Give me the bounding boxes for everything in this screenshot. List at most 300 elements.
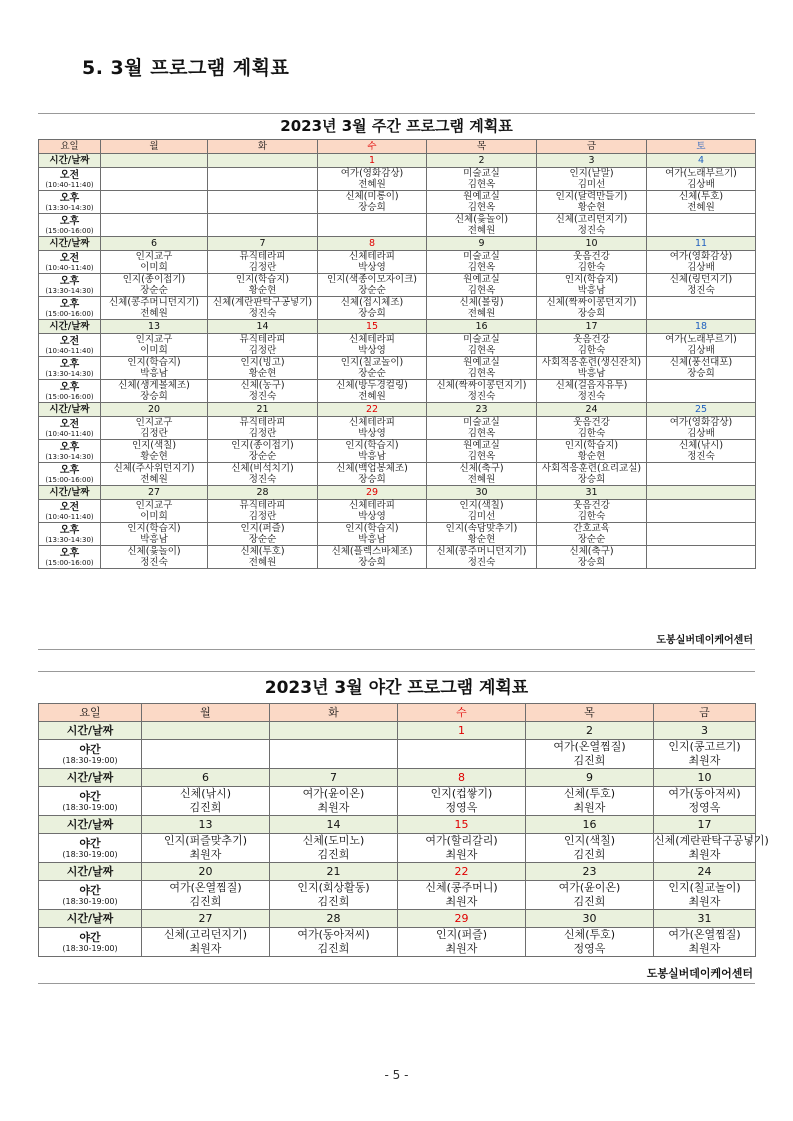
program-cell (647, 500, 756, 523)
date-cell: 27 (101, 486, 208, 500)
program-staff: 김한숙 (577, 262, 606, 273)
program-cell (101, 297, 208, 320)
program-staff: 황순현 (577, 451, 606, 462)
program-name: 신체(농구) (240, 380, 285, 391)
date-cell: 15 (398, 816, 526, 834)
date-cell: 27 (142, 910, 270, 928)
program-name: 뮤직테라피 (239, 417, 286, 428)
program-staff: 최원자 (317, 801, 350, 814)
date-cell: 30 (526, 910, 654, 928)
program-cell (654, 928, 756, 957)
program-name: 신체(짝짜이콩던지기) (436, 380, 527, 391)
program-staff: 정진숙 (467, 391, 496, 402)
program-name: 인지(학습지) (127, 523, 181, 534)
program-name: 신체(방두경컬링) (336, 380, 408, 391)
program-cell (270, 928, 398, 957)
evening-schedule-table (38, 703, 769, 957)
date-row (39, 722, 756, 740)
slot-label (39, 546, 101, 569)
program-staff: 정진숙 (687, 285, 715, 296)
program-staff: 김한숙 (577, 511, 606, 522)
slot-time: (10:40-11:40) (45, 512, 94, 521)
date-cell: 8 (398, 769, 526, 787)
weekday-header: 토 (647, 140, 756, 154)
program-staff: 김현옥 (467, 262, 496, 273)
program-cell (208, 380, 318, 403)
program-cell (398, 881, 526, 910)
slot-name: 오후 (59, 464, 80, 476)
program-cell (318, 251, 427, 274)
program-name: 신체(도미노) (302, 834, 365, 847)
program-name: 인지(학습지) (127, 357, 181, 368)
program-name: 신체(주사위던지기) (113, 463, 195, 474)
program-name: 웃음건강 (573, 500, 610, 511)
program-cell (318, 546, 427, 569)
program-staff: 정영옥 (445, 801, 478, 814)
program-cell (427, 417, 537, 440)
program-staff: 장순순 (358, 285, 386, 296)
program-name: 신체(윷놀이) (454, 214, 509, 225)
center-name: 도봉실버데이케어센터 (646, 967, 753, 980)
slot-row (39, 417, 756, 440)
date-cell: 30 (427, 486, 537, 500)
program-cell (427, 297, 537, 320)
slot-name: 오후 (59, 441, 80, 453)
program-cell (537, 168, 647, 191)
program-cell (537, 357, 647, 380)
program-name: 뮤직테라피 (239, 500, 286, 511)
program-name: 신체테라피 (349, 417, 395, 428)
program-staff: 박상영 (358, 345, 386, 356)
slot-row (39, 834, 756, 863)
slot-label (39, 380, 101, 403)
slot-time: (15:00-16:00) (45, 558, 94, 567)
program-staff: 김현옥 (467, 285, 496, 296)
slot-name: 야간 (79, 837, 101, 850)
program-cell (647, 334, 756, 357)
date-cell (142, 722, 270, 740)
program-name: 신체(고리던지기) (555, 214, 628, 225)
program-cell (101, 274, 208, 297)
program-staff: 정진숙 (687, 451, 715, 462)
program-staff: 장승희 (358, 557, 386, 568)
slot-time: (18:30-19:00) (62, 756, 118, 765)
program-cell (270, 834, 398, 863)
program-name: 여가(윤이온) (302, 787, 365, 800)
program-staff: 장순순 (248, 451, 277, 462)
program-cell (208, 546, 318, 569)
program-staff: 장승희 (358, 202, 386, 213)
program-name: 여가(할리갈리) (425, 834, 498, 847)
program-name: 신체(볼링) (459, 297, 504, 308)
slot-label (39, 787, 142, 816)
date-row (39, 816, 756, 834)
program-cell (101, 334, 208, 357)
program-name: 신체(걸음자유투) (555, 380, 628, 391)
program-staff: 황순현 (140, 451, 168, 462)
program-staff: 김상배 (687, 262, 715, 273)
slot-label (39, 297, 101, 320)
program-name: 웃음건강 (573, 417, 610, 428)
program-cell (537, 214, 647, 237)
program-cell (427, 500, 537, 523)
program-cell (537, 417, 647, 440)
date-cell: 3 (654, 722, 756, 740)
program-name: 신체(투호) (563, 928, 616, 941)
program-cell (427, 523, 537, 546)
slot-name: 오후 (59, 358, 80, 370)
program-cell (427, 274, 537, 297)
program-cell (318, 214, 427, 237)
program-name: 여가(윤이온) (558, 881, 621, 894)
program-cell (318, 357, 427, 380)
date-cell: 31 (537, 486, 647, 500)
slot-time: (15:00-16:00) (45, 475, 94, 484)
weekday-header: 화 (208, 140, 318, 154)
program-cell (208, 500, 318, 523)
date-cell: 17 (537, 320, 647, 334)
program-name: 원예교실 (463, 440, 500, 451)
date-cell: 8 (318, 237, 427, 251)
program-name: 여가(온열찜질) (169, 881, 242, 894)
program-staff: 김진희 (317, 895, 350, 908)
date-cell: 21 (208, 403, 318, 417)
program-cell (647, 274, 756, 297)
slot-name: 야간 (79, 743, 101, 756)
program-cell (537, 334, 647, 357)
program-name: 인지(칠교놀이) (340, 357, 404, 368)
program-staff: 정진숙 (577, 391, 606, 402)
program-cell (142, 787, 270, 816)
slot-label (39, 928, 142, 957)
program-name: 신체(풍선대포) (669, 357, 733, 368)
program-staff: 박상영 (358, 262, 386, 273)
date-row (39, 237, 756, 251)
program-name: 인지(색칠) (131, 440, 177, 451)
slot-label (39, 274, 101, 297)
program-staff: 김정란 (248, 345, 277, 356)
date-cell (101, 154, 208, 168)
program-cell (101, 523, 208, 546)
date-label: 시간/날짜 (39, 816, 142, 834)
date-row (39, 769, 756, 787)
program-staff: 김현옥 (467, 345, 496, 356)
date-row (39, 154, 756, 168)
program-cell (318, 500, 427, 523)
slot-row (39, 214, 756, 237)
program-cell (537, 440, 647, 463)
program-staff: 최원자 (445, 895, 478, 908)
program-name: 인지교구 (135, 334, 173, 345)
date-label: 시간/날짜 (39, 403, 101, 417)
program-staff: 전혜원 (467, 474, 496, 485)
program-name: 신체(접시체조) (340, 297, 404, 308)
slot-name: 오전 (59, 418, 80, 430)
program-cell (101, 417, 208, 440)
program-staff: 김진희 (317, 848, 350, 861)
program-staff: 정진숙 (467, 557, 496, 568)
program-staff: 박흥남 (140, 368, 168, 379)
slot-label (39, 440, 101, 463)
program-cell (526, 834, 654, 863)
program-staff: 김현옥 (467, 368, 496, 379)
date-cell: 23 (526, 863, 654, 881)
program-staff: 정진숙 (248, 391, 277, 402)
program-cell (398, 787, 526, 816)
date-cell: 13 (101, 320, 208, 334)
program-name: 인지(학습지) (345, 523, 399, 534)
program-name: 신체(짝짜이콩던지기) (546, 297, 637, 308)
program-cell (101, 440, 208, 463)
program-name: 인지(학습지) (564, 440, 619, 451)
program-cell (647, 168, 756, 191)
program-name: 인지(색종이모자이크) (326, 274, 417, 285)
slot-row (39, 440, 756, 463)
slot-name: 오후 (59, 275, 80, 287)
program-staff: 김진희 (573, 848, 606, 861)
program-cell (526, 928, 654, 957)
date-cell: 25 (647, 403, 756, 417)
slot-time: (13:30-14:30) (45, 452, 94, 461)
program-name: 인지(색칠) (459, 500, 504, 511)
slot-row (39, 168, 756, 191)
program-cell (654, 881, 756, 910)
slot-time: (10:40-11:40) (45, 263, 94, 272)
date-row (39, 320, 756, 334)
slot-row (39, 463, 756, 486)
program-name: 웃음건강 (573, 251, 610, 262)
slot-name: 야간 (79, 790, 101, 803)
program-name: 신체(낚시) (678, 440, 724, 451)
program-name: 신체(윷놀이) (127, 546, 181, 557)
program-staff: 김진희 (573, 754, 606, 767)
date-cell: 13 (142, 816, 270, 834)
slot-name: 오후 (59, 215, 80, 227)
weekly-schedule-title: 2023년 3월 주간 프로그램 계획표 (280, 117, 513, 135)
program-staff: 박흥남 (358, 451, 386, 462)
program-name: 간호교육 (573, 523, 610, 534)
date-cell: 16 (427, 320, 537, 334)
program-cell (318, 297, 427, 320)
slot-row (39, 357, 756, 380)
program-cell (647, 523, 756, 546)
program-name: 인지(종이접기) (231, 440, 294, 451)
program-name: 여가(동아저씨) (668, 787, 741, 800)
program-name: 신체(백업봉체조) (336, 463, 408, 474)
slot-time: (10:40-11:40) (45, 180, 94, 189)
program-staff: 황순현 (467, 534, 496, 545)
date-row (39, 403, 756, 417)
program-staff: 김현옥 (467, 451, 496, 462)
program-staff: 김정란 (248, 511, 277, 522)
evening-schedule-title: 2023년 3월 야간 프로그램 계획표 (264, 678, 529, 698)
program-staff: 최원자 (688, 942, 721, 955)
program-staff: 전혜원 (358, 391, 386, 402)
program-staff: 전혜원 (687, 202, 715, 213)
program-staff: 이미희 (140, 511, 168, 522)
date-cell: 24 (654, 863, 756, 881)
date-cell: 29 (318, 486, 427, 500)
program-name: 인지(낱말) (569, 168, 614, 179)
program-name: 여가(영화감상) (340, 168, 404, 179)
program-staff: 최원자 (189, 848, 222, 861)
program-name: 인지(빙고) (240, 357, 285, 368)
slot-name: 오후 (59, 298, 80, 310)
program-staff: 전혜원 (140, 308, 168, 319)
program-name: 사회적응훈련(생신잔치) (541, 357, 642, 368)
program-cell (647, 546, 756, 569)
program-staff: 박상영 (358, 428, 386, 439)
slot-label (39, 740, 142, 769)
program-name: 뮤직테라피 (239, 334, 286, 345)
program-name: 신체테라피 (349, 500, 395, 511)
date-cell: 28 (208, 486, 318, 500)
program-staff: 장순순 (577, 534, 606, 545)
weekday-header: 목 (427, 140, 537, 154)
slot-label (39, 357, 101, 380)
weekly-schedule-sheet (38, 113, 755, 650)
program-name: 인지(칠교놀이) (668, 881, 741, 894)
program-name: 인지(학습지) (345, 440, 399, 451)
program-staff: 장승희 (577, 557, 606, 568)
program-staff: 전혜원 (467, 308, 496, 319)
date-cell: 23 (427, 403, 537, 417)
slot-row (39, 274, 756, 297)
program-cell (526, 740, 654, 769)
program-staff: 김한숙 (577, 428, 606, 439)
program-name: 인지(종이접기) (122, 274, 186, 285)
program-cell (101, 500, 208, 523)
program-cell (537, 500, 647, 523)
program-cell (208, 440, 318, 463)
program-name: 신체(투호) (240, 546, 285, 557)
program-cell (526, 787, 654, 816)
program-staff: 장승희 (577, 308, 606, 319)
program-name: 여가(온열찜질) (668, 928, 741, 941)
section-heading: 5. 3월 프로그램 계획표 (82, 57, 290, 79)
date-cell: 1 (318, 154, 427, 168)
program-cell (647, 297, 756, 320)
program-staff: 박흥남 (577, 285, 606, 296)
program-cell (427, 214, 537, 237)
program-staff: 김현옥 (467, 202, 496, 213)
slot-time: (18:30-19:00) (62, 944, 118, 953)
date-cell: 10 (537, 237, 647, 251)
program-cell (318, 380, 427, 403)
program-staff: 이미희 (140, 345, 168, 356)
program-name: 신체(낚시) (179, 787, 232, 800)
date-cell: 11 (647, 237, 756, 251)
slot-time: (18:30-19:00) (62, 897, 118, 906)
program-staff: 전혜원 (248, 557, 277, 568)
program-name: 인지(퍼즐맞추기) (164, 834, 247, 847)
slot-label (39, 417, 101, 440)
program-cell (398, 928, 526, 957)
slot-row (39, 787, 756, 816)
program-cell (647, 214, 756, 237)
program-cell (537, 546, 647, 569)
program-name: 사회적응훈련(요리교실) (541, 463, 642, 474)
program-cell (101, 214, 208, 237)
slot-label (39, 214, 101, 237)
weekday-header: 금 (537, 140, 647, 154)
program-name: 신체테라피 (349, 251, 395, 262)
program-name: 인지교구 (135, 251, 173, 262)
slot-time: (15:00-16:00) (45, 309, 94, 318)
program-staff: 박흥남 (577, 368, 606, 379)
date-cell: 6 (101, 237, 208, 251)
program-cell (318, 274, 427, 297)
weekday-header: 수 (318, 140, 427, 154)
slot-row (39, 380, 756, 403)
program-cell (208, 274, 318, 297)
program-cell (647, 251, 756, 274)
program-cell (270, 787, 398, 816)
program-staff: 박상영 (358, 511, 386, 522)
slot-label (39, 500, 101, 523)
date-cell (208, 154, 318, 168)
date-cell: 9 (427, 237, 537, 251)
program-cell (427, 440, 537, 463)
program-name: 여가(영화감상) (669, 417, 733, 428)
program-name: 신체(콩주머니) (425, 881, 498, 894)
program-name: 원예교실 (463, 274, 500, 285)
program-staff: 최원자 (445, 848, 478, 861)
slot-row (39, 251, 756, 274)
program-staff: 정영옥 (573, 942, 606, 955)
date-cell: 17 (654, 816, 756, 834)
program-cell (537, 463, 647, 486)
slot-row (39, 523, 756, 546)
program-name: 인지(퍼즐) (435, 928, 488, 941)
program-staff: 김현옥 (467, 428, 496, 439)
program-cell (101, 251, 208, 274)
program-cell (142, 834, 270, 863)
program-staff: 전혜원 (467, 225, 496, 236)
date-cell: 2 (427, 154, 537, 168)
date-cell: 21 (270, 863, 398, 881)
slot-time: (15:00-16:00) (45, 392, 94, 401)
program-name: 인지(달력만들기) (555, 191, 628, 202)
program-name: 신체(생게볼체조) (118, 380, 190, 391)
program-cell (318, 463, 427, 486)
date-label: 시간/날짜 (39, 769, 142, 787)
program-name: 인지(학습지) (235, 274, 290, 285)
slot-name: 오후 (59, 192, 80, 204)
slot-name: 야간 (79, 884, 101, 897)
program-cell (537, 297, 647, 320)
program-staff: 장승희 (687, 368, 715, 379)
program-cell (208, 523, 318, 546)
slot-label (39, 191, 101, 214)
program-staff: 김정란 (248, 262, 277, 273)
slot-row (39, 881, 756, 910)
program-cell (537, 380, 647, 403)
program-name: 미술교실 (463, 334, 500, 345)
program-staff: 김진희 (573, 895, 606, 908)
program-staff: 황순현 (248, 368, 277, 379)
slot-time: (13:30-14:30) (45, 203, 94, 212)
program-cell (537, 523, 647, 546)
program-staff: 김미선 (467, 511, 496, 522)
date-row (39, 863, 756, 881)
date-cell: 1 (398, 722, 526, 740)
program-staff: 장승희 (140, 391, 168, 402)
program-cell (537, 251, 647, 274)
date-cell: 29 (398, 910, 526, 928)
program-staff: 최원자 (688, 754, 721, 767)
program-cell (654, 787, 756, 816)
